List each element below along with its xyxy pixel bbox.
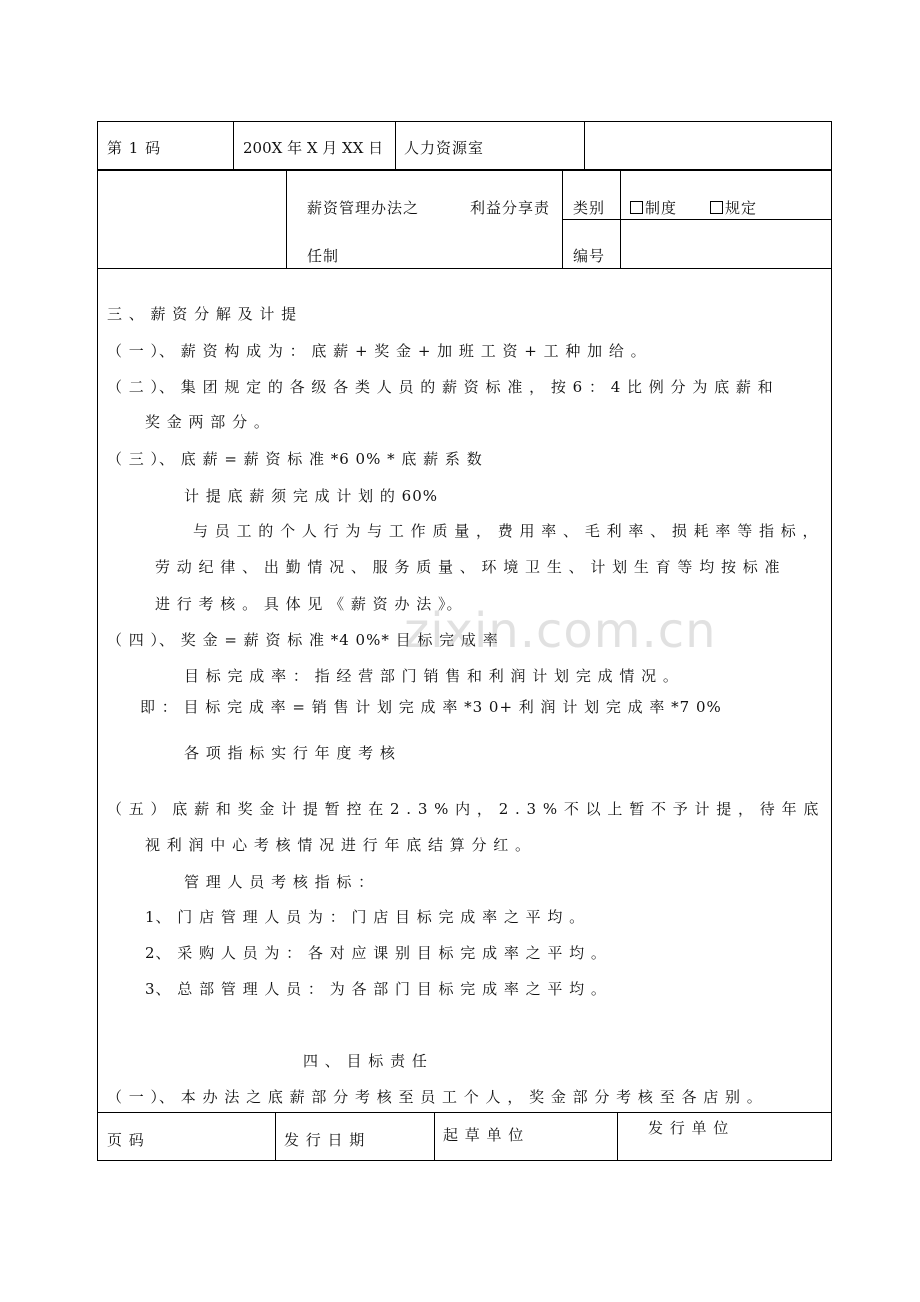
option-rule-label: 规定 (725, 199, 758, 217)
section-heading: 三 、 薪 资 分 解 及 计 提 (107, 305, 298, 323)
paragraph-line: 管 理 人 员 考 核 指 标 ： (184, 873, 375, 891)
divider (617, 1112, 618, 1161)
paragraph-line: 各 项 指 标 实 行 年 度 考 核 (184, 744, 396, 762)
divider (434, 1112, 435, 1161)
footer-draft-unit: 起 草 单 位 (443, 1126, 525, 1144)
divider (562, 219, 832, 220)
list-item: 3、 总 部 管 理 人 员 ： 为 各 部 门 目 标 完 成 率 之 平 均 。 (145, 980, 607, 998)
paragraph-line: （ 三 ）、 底 薪 = 薪 资 标 准 *6 0% * 底 薪 系 数 (107, 450, 483, 468)
option-system-label: 制度 (645, 199, 678, 217)
divider (97, 268, 832, 269)
section-heading: 四 、 目 标 责 任 (303, 1052, 428, 1070)
footer-issue-unit: 发 行 单 位 (648, 1119, 730, 1137)
header-department: 人力资源室 (404, 139, 485, 157)
header-page-label: 第 1 码 (107, 139, 162, 157)
paragraph-line: （ 一 ）、 本 办 法 之 底 薪 部 分 考 核 至 员 工 个 人 ， 奖 金 部 分 考 核 至 各 店 别 。 (107, 1088, 763, 1106)
paragraph-line: （ 一 ）、 薪 资 构 成 为 ： 底 薪 + 奖 金 + 加 班 工 资 + 工 种 加 给 。 (107, 342, 647, 360)
doc-title-part2: 利益分享责 (470, 199, 551, 217)
paragraph-line: （ 五 ） 底 薪 和 奖 金 计 提 暂 控 在 2 . 3 % 内 ， 2 . 3 % 不 以 上 暂 不 予 计 提 ， 待 年 底 (107, 800, 820, 818)
list-item: 2、 采 购 人 员 为 ： 各 对 应 课 别 目 标 完 成 率 之 平 均 。 (145, 944, 607, 962)
number-label: 编号 (573, 247, 606, 265)
divider (97, 1112, 832, 1113)
watermark: zixin.com.cn (404, 603, 717, 659)
doc-title-part3: 任制 (307, 247, 340, 265)
paragraph-line: （ 二 ）、 集 团 规 定 的 各 级 各 类 人 员 的 薪 资 标 准 ， 按 6 ： 4 比 例 分 为 底 薪 和 (107, 378, 774, 396)
category-label: 类别 (573, 199, 606, 217)
doc-title-part1: 薪资管理办法之 (307, 199, 420, 217)
paragraph-line: 目 标 完 成 率 ： 指 经 营 部 门 销 售 和 利 润 计 划 完 成 情 况 。 (184, 667, 679, 685)
paragraph-line: 进 行 考 核 。 具 体 见 《 薪 资 办 法 》。 (155, 595, 463, 613)
paragraph-line: 劳 动 纪 律 、 出 勤 情 况 、 服 务 质 量 、 环 境 卫 生 、 计 划 生 育 等 均 按 标 准 (155, 558, 781, 576)
list-item: 1、 门 店 管 理 人 员 为 ： 门 店 目 标 完 成 率 之 平 均 。 (145, 908, 586, 926)
paragraph-line: 奖 金 两 部 分 。 (145, 413, 270, 431)
checkbox-icon[interactable] (630, 201, 643, 214)
divider (275, 1112, 276, 1161)
divider (584, 121, 585, 169)
divider (233, 121, 234, 169)
header-date: 200X 年 X 月 XX 日 (243, 139, 384, 157)
checkbox-icon[interactable] (710, 201, 723, 214)
option-system[interactable] (630, 197, 677, 218)
paragraph-line: （ 四 ）、 奖 金 = 薪 资 标 准 *4 0%* 目 标 完 成 率 (107, 631, 499, 649)
divider (286, 169, 287, 268)
divider (395, 121, 396, 169)
paragraph-line: 与 员 工 的 个 人 行 为 与 工 作 质 量 ， 费 用 率 、 毛 利 率 、 损 耗 率 等 指 标 ， (193, 522, 819, 540)
paragraph-line: 即 ： 目 标 完 成 率 = 销 售 计 划 完 成 率 *3 0+ 利 润 计 划 完 成 率 *7 0% (140, 698, 722, 716)
footer-issue-date: 发 行 日 期 (284, 1131, 366, 1149)
paragraph-line: 计 提 底 薪 须 完 成 计 划 的 60% (184, 487, 439, 505)
paragraph-line: 视 利 润 中 心 考 核 情 况 进 行 年 底 结 算 分 红 。 (145, 836, 532, 854)
option-rule[interactable] (710, 197, 757, 218)
divider (97, 169, 832, 171)
footer-page-label: 页 码 (107, 1131, 145, 1149)
